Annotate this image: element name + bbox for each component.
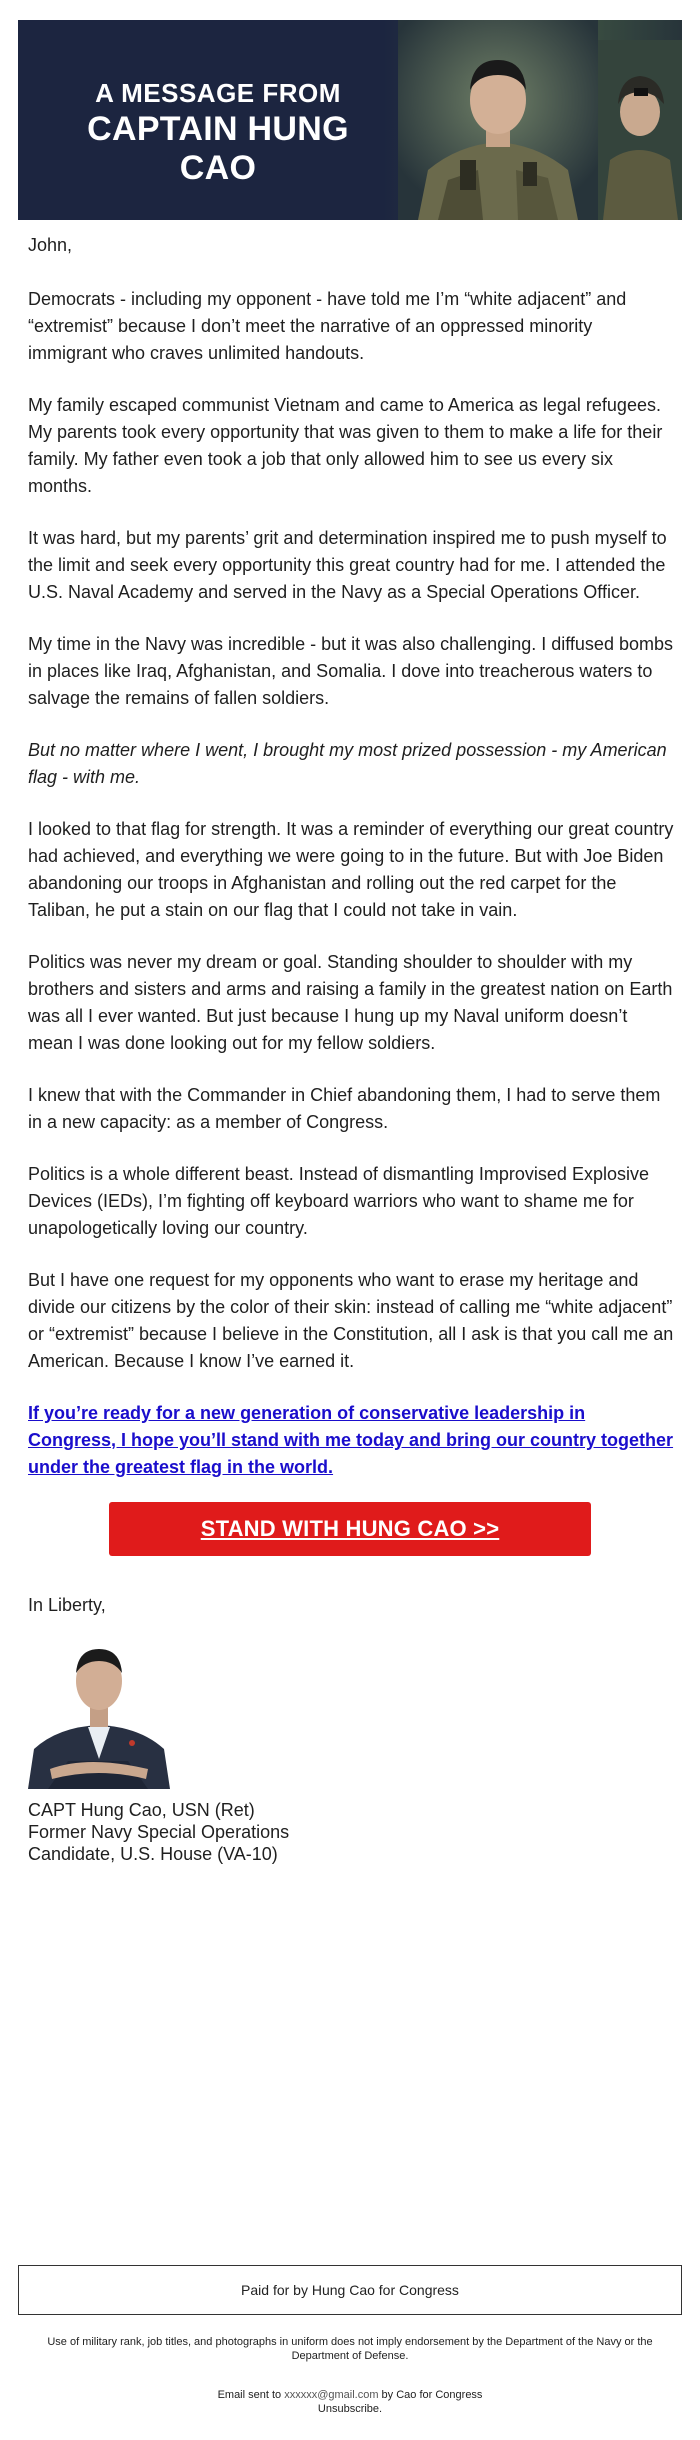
portrait-photo [28,1629,170,1789]
signature-line: Former Navy Special Operations [28,1822,290,1842]
soldier-photo [398,20,598,220]
paid-for-box: Paid for by Hung Cao for Congress [18,2265,682,2315]
stand-with-button[interactable]: STAND WITH HUNG CAO >> [109,1502,591,1556]
greeting: John, [28,235,73,255]
disclaimer: Use of military rank, job titles, and photographs in uniform does not imply endorsement by the Department of the Navy or the Department of Defense. [47,2336,653,2362]
letter-paragraph: My time in the Navy was incredible - but it was also challenging. I diffused bombs in places like Iraq, Afghanistan, and Somalia. I dove into treacherous waters to salvage the remains of fallen soldiers. [28,634,673,708]
email-footer [30,2388,670,2416]
banner-title-line1: A MESSAGE FROM [95,78,341,108]
email-address: xxxxxx@gmail.com [284,2389,379,2401]
letter-paragraph: But I have one request for my opponents who want to erase my heritage and divide our citizens by the color of their skin: instead of calling me “white adjacent” or “extremist” because I believe in the Constitution, all I ask is that you call me an American. Because I know I’ve earned it. [28,1270,674,1371]
letter-paragraph: Democrats - including my opponent - have told me I’m “white adjacent” and “extremist” because I don’t meet the narrative of an oppressed minority immigrant who craves unlimited handouts. [28,289,627,363]
letter-paragraph: I looked to that flag for strength. It was a reminder of everything our great country had achieved, and everything we were going to in the future. But with Joe Biden abandoning our troops in Afghanistan and rolling out the red carpet for the Taliban, he put a stain on our flag that I could not take in vain. [28,819,674,920]
soldier-photo-secondary [598,40,682,220]
unsubscribe-link[interactable]: Unsubscribe. [317,2403,383,2415]
letter-body [28,232,674,1865]
email-prefix: Email sent to [217,2389,285,2401]
signature-block [28,1799,674,1865]
letter-paragraph: I knew that with the Commander in Chief abandoning them, I had to serve them in a new capacity: as a member of Congress. [28,1085,661,1132]
signature-line: CAPT Hung Cao, USN (Ret) [28,1800,255,1820]
letter-paragraph: It was hard, but my parents’ grit and determination inspired me to push myself to the limit and seek every opportunity this great country had for me. I attended the U.S. Naval Academy and served in the Navy as a Special Operations Officer. [28,528,667,602]
header-banner [18,20,682,220]
email-suffix: by Cao for Congress [378,2389,483,2401]
letter-paragraph-italic: But no matter where I went, I brought my most prized possession - my American flag - with me. [28,740,667,787]
letter-paragraph: Politics was never my dream or goal. Standing shoulder to shoulder with my brothers and sisters and arms and raising a family in the greatest nation on Earth was all I ever wanted. But just because I hung up my Naval uniform doesn’t mean I was done looking out for my fellow soldiers. [28,952,673,1053]
letter-paragraph: My family escaped communist Vietnam and came to America as legal refugees. My parents took every opportunity that was given to them to make a life for their family. My father even took a job that only allowed him to see us every six months. [28,395,663,496]
signature-line: Candidate, U.S. House (VA-10) [28,1844,278,1864]
banner-title-line2: CAPTAIN HUNG CAO [87,110,349,187]
letter-paragraph: Politics is a whole different beast. Instead of dismantling Improvised Explosive Devices (IEDs), I’m fighting off keyboard warriors who want to shame me for unapologetically loving our country. [28,1164,649,1238]
donate-link[interactable]: If you’re ready for a new generation of conservative leadership in Congress, I hope you’ll stand with me today and bring our country together under the greatest flag in the world. [28,1403,674,1477]
signoff: In Liberty, [28,1595,106,1615]
